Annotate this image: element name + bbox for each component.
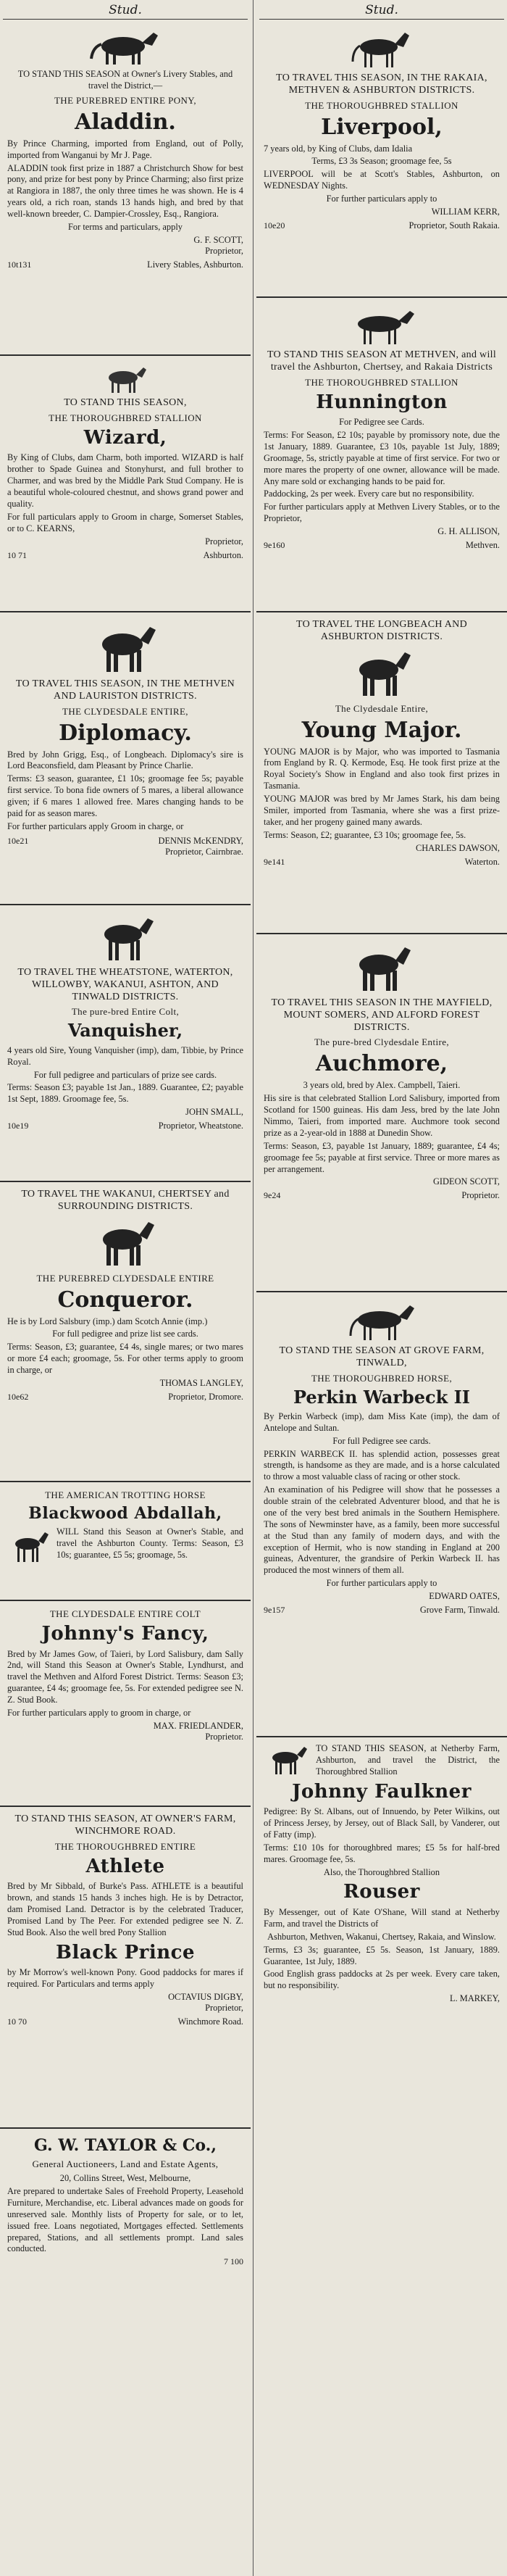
ad-body-paragraph: By King of Clubs, dam Charm, both imported. WIZARD is half brother to Spade Guinea and Stonyhurst, and full brother to Charmer, and was bred by the Middle Park Stud Company. He is a beautiful whole-coloured chestnut, and shows grand power and quality. bbox=[7, 452, 243, 509]
ad-body-paragraph: Terms: £3 season, guarantee, £1 10s; groomage fee 5s; payable first service. To bona fide owners of 5 mares, a liberal allowance given; if 6 mares 1 allowed free. Mares changing hands to be paid for as season mares. bbox=[7, 773, 243, 818]
ad-body-paragraph: PERKIN WARBECK II. has splendid action, possesses great strength, is handsome as they are made, and is a horse calculated to throw a most valuable class of racing or other stock. bbox=[264, 1448, 500, 1482]
ad-signer-role: Proprietor, bbox=[205, 245, 243, 256]
ad-body-paragraph: For further particulars apply at Methven Livery Stables, or to the Proprietor, bbox=[264, 502, 500, 524]
ad-horse-name: Conqueror. bbox=[57, 1287, 193, 1313]
ad-footer: Winchmore Road. bbox=[177, 2016, 243, 2027]
ad-young-major bbox=[256, 612, 507, 934]
ad-horse-name: Auchmore, bbox=[315, 1051, 448, 1077]
ad-body-paragraph: For full pedigree and particulars of prize see cards. bbox=[33, 1069, 217, 1080]
horse-illustration bbox=[264, 647, 500, 700]
ad-second-horse-name: Rouser bbox=[343, 1881, 420, 1903]
ad-reference-number: 9e24 bbox=[264, 1190, 281, 1201]
ad-signer: G. F. SCOTT, bbox=[193, 234, 243, 245]
ad-aladdin bbox=[0, 20, 251, 356]
horse-icon bbox=[342, 305, 422, 347]
ad-body-paragraph: For further particulars apply Groom in charge, or bbox=[7, 820, 184, 831]
horse-illustration bbox=[7, 363, 243, 395]
ad-breed: THE AMERICAN TROTTING HORSE bbox=[45, 1489, 206, 1500]
ad-body-paragraph: For further particulars apply to bbox=[326, 194, 437, 204]
ad-signer: OCTAVIUS DIGBY, bbox=[168, 1991, 243, 2002]
ad-body-paragraph: For further particulars apply to groom in charge, or bbox=[7, 1707, 191, 1718]
ad-signer: EDWARD OATES, bbox=[429, 1591, 500, 1602]
ad-business-description: General Auctioneers, Land and Estate Agents, bbox=[32, 2159, 219, 2170]
ad-horse-name: Blackwood Abdallah, bbox=[28, 1504, 222, 1523]
ad-horse-name: Hunnington bbox=[316, 391, 448, 413]
horse-illustration bbox=[264, 1743, 310, 1778]
ad-signer-role: Proprietor, South Rakaia. bbox=[408, 220, 500, 230]
ad-body-paragraph: For full pedigree and prize list see cards. bbox=[52, 1329, 198, 1339]
ad-signer: THOMAS LANGLEY, bbox=[159, 1377, 243, 1388]
ad-horse-name: Perkin Warbeck II bbox=[293, 1386, 471, 1408]
ad-body-paragraph: Terms: Season, £3; guarantee, £4 4s, single mares; or two mares or more £4 each; groomage, 5s. For other terms apply to groom in charge, or bbox=[7, 1342, 243, 1376]
ad-signer-role: Waterton. bbox=[464, 856, 500, 867]
column-divider bbox=[253, 0, 254, 2576]
ad-headline: TO TRAVEL THE LONGBEACH AND ASHBURTON DISTRICTS. bbox=[296, 619, 467, 642]
ad-reference-number: 9e141 bbox=[264, 856, 285, 867]
ad-reference-number: 10e20 bbox=[264, 220, 285, 230]
ad-body-paragraph: Terms: Season, £2; guarantee, £3 10s; groomage fee, 5s. bbox=[264, 829, 466, 840]
ad-body-paragraph: By Perkin Warbeck (imp), dam Miss Kate (imp), the dam of Antelope and Sultan. bbox=[264, 1410, 500, 1433]
ad-body-paragraph: Terms: £10 10s for thoroughbred mares; £5 5s for half-bred mares. Groomage fee, 5s. bbox=[264, 1842, 500, 1864]
ad-signer: L. MARKEY, bbox=[450, 1993, 500, 2004]
ad-horse-name: Liverpool, bbox=[321, 114, 443, 140]
ad-breed: THE PUREBRED CLYDESDALE ENTIRE bbox=[36, 1272, 214, 1284]
ad-body-paragraph: By Messenger, out of Kate O'Shane, Will stand at Netherby Farm, and travel the Districts of bbox=[264, 1907, 500, 1929]
ad-body-paragraph: For full particulars apply to Groom in charge, Somerset Stables, or to C. KEARNS, bbox=[7, 511, 243, 533]
ad-body-paragraph: Are prepared to undertake Sales of Freehold Property, Leasehold Furniture, Merchandise, etc. Liberal advances made on goods for unreserved sale. Monthly lists of Property for sale, or to let, issued free. Loans negotiated, Mortgages effected. Settlements prepared, Stations, and all settlements prompt. Land sales conducted. bbox=[7, 2186, 243, 2254]
ad-signer: Proprietor, bbox=[205, 536, 243, 547]
ad-breed: THE THOROUGHBRED STALLION bbox=[305, 99, 458, 111]
ad-body-paragraph: His sire is that celebrated Stallion Lord Salisbury, imported from Scotland for 1500 guineas. His dam Jess, bred by the late John Nimmo, Taieri, from imported mare. Auchmore took second prize as a 2-year-old in 1888 at Dunedin Show. bbox=[264, 1093, 500, 1138]
ad-body-paragraph: Good English grass paddocks at 2s per week. Every care taken, but no responsibility. bbox=[264, 1969, 500, 1991]
ad-body-paragraph: YOUNG MAJOR is by Major, who was imported to Tasmania from England by R. Q. Kermode, Esq. He took first prize at the Royal Society's Show in England and also took first prizes in Tasmania. bbox=[264, 746, 500, 792]
ad-body-paragraph: For full Pedigree see cards. bbox=[332, 1435, 431, 1446]
ad-breed: The Clydesdale Entire, bbox=[335, 702, 429, 714]
ad-reference-number: 10e19 bbox=[7, 1121, 29, 1131]
horse-icon bbox=[345, 27, 418, 70]
horse-illustration bbox=[264, 942, 500, 995]
ad-signer: DENNIS McKENDRY, bbox=[158, 835, 243, 846]
ad-headline: TO TRAVEL THIS SEASON IN THE MAYFIELD, MOUNT SOMERS, AND ALFORD FOREST DISTRICTS. bbox=[271, 997, 493, 1033]
ad-headline: TO TRAVEL THE WAKANUI, CHERTSEY and SURROUNDING DISTRICTS. bbox=[21, 1189, 230, 1212]
ad-headline: TO STAND THIS SEASON AT METHVEN, and will travel the Ashburton, Chertsey, and Rakaia Districts bbox=[267, 349, 497, 373]
ad-body-paragraph: For further particulars apply to bbox=[326, 1578, 437, 1589]
ad-reference-number: 10e21 bbox=[7, 835, 29, 846]
ad-body-paragraph: Terms: Season, £3, payable 1st January, 1889; guarantee, £4 4s; groomage fee 5s; payable at first service. Three or more mares as per arrangement. bbox=[264, 1140, 500, 1174]
ad-reference-number: 10 71 bbox=[7, 549, 27, 560]
ad-body-paragraph: 3 years old, bred by Alex. Campbell, Taieri. bbox=[303, 1080, 461, 1091]
draught-horse-icon bbox=[347, 647, 416, 700]
draught-horse-icon bbox=[89, 620, 162, 676]
ad-gw-taylor bbox=[0, 2129, 251, 2272]
ad-signer: MAX. FRIEDLANDER, bbox=[153, 1720, 243, 1731]
ad-headline: TO TRAVEL THIS SEASON, IN THE RAKAIA, METHVEN & ASHBURTON DISTRICTS. bbox=[276, 72, 487, 96]
ad-body-paragraph: Bred by Mr James Gow, of Taieri, by Lord Salisbury, dam Sally 2nd, will Stand this Season at Owner's Stable, Lyndhurst, and travel the Methven and Alford Forest District. Terms: Season £3; guarantee, £4 4s; groomage fee, 5s. For extended pedigree see N. Z. Stud Book. bbox=[7, 1648, 243, 1705]
ad-breed: THE THOROUGHBRED STALLION bbox=[305, 376, 458, 388]
ad-horse-name: Johnny's Fancy, bbox=[41, 1623, 209, 1645]
running-head-right: Stud. bbox=[259, 0, 504, 20]
horse-icon bbox=[264, 1743, 310, 1778]
ad-breed: THE CLYDESDALE ENTIRE, bbox=[62, 705, 188, 717]
trotting-horse-icon bbox=[7, 1528, 51, 1566]
ad-horse-name: Diplomacy. bbox=[59, 720, 192, 746]
ad-body-paragraph: For terms and particulars, apply bbox=[68, 221, 183, 232]
ad-breed: The pure-bred Entire Colt, bbox=[71, 1006, 180, 1018]
ad-horse-name: Johnny Faulkner bbox=[292, 1780, 472, 1803]
ad-blackwood-abdallah bbox=[0, 1482, 251, 1601]
ad-breed: THE THOROUGHBRED HORSE, bbox=[311, 1372, 453, 1384]
horse-icon bbox=[100, 363, 151, 395]
running-head-left: Stud. bbox=[3, 0, 248, 20]
ad-reference-number: 10 70 bbox=[7, 2016, 27, 2027]
ad-body-paragraph: YOUNG MAJOR was bred by Mr James Stark, his dam being Smiler, imported from Tasmania, where she was a first prize-taker, and her progeny gained many awards. bbox=[264, 794, 500, 827]
horse-illustration bbox=[264, 1300, 500, 1343]
ad-body-paragraph: Terms, £3 3s; guarantee, £5 5s. Season, 1st January, 1889. Guarantee, 1st July, 1889. bbox=[264, 1944, 500, 1966]
ad-perkin-warbeck bbox=[256, 1292, 507, 1737]
ad-signer-role: Proprietor, Dromore. bbox=[168, 1391, 243, 1402]
draught-horse-icon bbox=[93, 913, 158, 965]
horse-icon bbox=[342, 1300, 422, 1343]
ad-breed: THE CLYDESDALE ENTIRE COLT bbox=[49, 1608, 201, 1619]
ad-wizard bbox=[0, 356, 251, 612]
ad-signer: G. H. ALLISON, bbox=[437, 526, 500, 537]
horse-illustration bbox=[7, 620, 243, 676]
ad-body-paragraph: 7 years old, by King of Clubs, dam Idalia bbox=[264, 143, 413, 154]
ad-headline: TO TRAVEL THE WHEATSTONE, WATERTON, WILLOWBY, WAKANUI, ASHTON, AND TINWALD DISTRICTS. bbox=[17, 967, 233, 1002]
ad-breed: The pure-bred Clydesdale Entire, bbox=[314, 1036, 450, 1048]
ad-horse-name: Athlete bbox=[85, 1855, 165, 1877]
ad-johnny-faulkner bbox=[256, 1737, 507, 2008]
ad-signer-role: Methven. bbox=[465, 540, 500, 551]
ad-signer-role: Proprietor. bbox=[205, 1731, 243, 1742]
ad-horse-name: Aladdin. bbox=[75, 109, 176, 135]
ad-reference-number: 7 100 bbox=[224, 2256, 243, 2267]
ad-horse-name: Vanquisher, bbox=[67, 1020, 183, 1042]
ad-reference-number: 10e62 bbox=[7, 1391, 29, 1402]
ad-signer-role: Proprietor, Wheatstone. bbox=[158, 1121, 243, 1131]
horse-illustration bbox=[7, 1528, 51, 1566]
horse-illustration bbox=[264, 305, 500, 347]
ad-headline: TO STAND THIS SEASON at Owner's Livery Stables, and travel the District,— bbox=[17, 69, 233, 91]
ad-liverpool bbox=[256, 20, 507, 298]
ad-footer: Ashburton. bbox=[203, 549, 243, 560]
ad-body-paragraph: WILL Stand this Season at Owner's Stable, and travel the Ashburton County. Terms: Season, £3 10s; guarantee, £5 5s; groomage, 5s. bbox=[56, 1526, 243, 1560]
ad-body-paragraph: 4 years old Sire, Young Vanquisher (imp), dam, Tibbie, by Prince Royal. bbox=[7, 1044, 243, 1067]
ad-body-paragraph: Also, the Thoroughbred Stallion bbox=[323, 1866, 440, 1877]
ad-headline: TO STAND THE SEASON AT GROVE FARM, TINWALD, bbox=[279, 1345, 485, 1368]
ad-second-horse-name: Black Prince bbox=[56, 1941, 195, 1964]
ad-headline: TO STAND THIS SEASON, AT OWNER'S FARM, WINCHMORE ROAD. bbox=[14, 1813, 236, 1837]
ad-signer: CHARLES DAWSON, bbox=[415, 842, 500, 853]
ad-body-paragraph: LIVERPOOL will be at Scott's Stables, Ashburton, on WEDNESDAY Nights. bbox=[264, 169, 500, 191]
ad-signer: GIDEON SCOTT, bbox=[432, 1176, 500, 1187]
ad-hunnington bbox=[256, 298, 507, 612]
ad-body-paragraph: Terms: Season £3; payable 1st Jan., 1889. Guarantee, £2; payable 1st Sept, 1889. Groomage fee, 5s. bbox=[7, 1082, 243, 1105]
ad-athlete bbox=[0, 1807, 251, 2129]
ad-signer-role: Proprietor, bbox=[205, 2002, 243, 2013]
ad-signer: WILLIAM KERR, bbox=[431, 206, 500, 217]
ad-breed: THE THOROUGHBRED ENTIRE bbox=[54, 1840, 196, 1852]
ad-breed: THE THOROUGHBRED STALLION bbox=[49, 412, 202, 423]
ad-horse-name: Young Major. bbox=[301, 717, 462, 743]
ad-footer: Livery Stables, Ashburton. bbox=[147, 259, 243, 270]
ad-signer-role: Proprietor, Cairnbrae. bbox=[165, 846, 243, 857]
ad-body-paragraph: Terms, £3 3s Season; groomage fee, 5s bbox=[311, 156, 452, 167]
draught-horse-icon bbox=[91, 1216, 160, 1270]
left-column bbox=[0, 0, 251, 2576]
ad-body-paragraph: An examination of his Pedigree will show that he possesses a double strain of the celebrated Adventurer blood, and that he is one of the very best bred animals in the Southern Hemisphere. The sons of Newminster have, as a family, been more successful at the Stud than any family of modern days, and with the exception of Hermit, who is now standing in England at 200 guineas, Adventurer, the grandsire of Perkin Warbeck II. has produced the most winners of them all. bbox=[264, 1484, 500, 1576]
ad-body-paragraph: Bred by Mr Sibbald, of Burke's Pass. ATHLETE is a beautiful brown, and stands 15 hands 3 inches high. He is by Detractor, dam Promised Land. Detractor is by the celebrated Traducer, Promised Land by The Peer. For extended pedigree see N. Z. Stud Book. Also the well bred Pony Stallion bbox=[7, 1881, 243, 1937]
ad-vanquisher bbox=[0, 905, 251, 1182]
ad-conqueror bbox=[0, 1182, 251, 1482]
ad-signer: JOHN SMALL, bbox=[185, 1107, 243, 1118]
pony-icon bbox=[85, 27, 165, 67]
ad-johnnys-fancy bbox=[0, 1601, 251, 1807]
ad-body-paragraph: Paddocking, 2s per week. Every care but no responsibility. bbox=[264, 489, 474, 499]
draught-horse-icon bbox=[347, 942, 416, 995]
ad-body-paragraph: Terms: For Season, £2 10s; payable by promissory note, due the 1st January, 1889. Guarantee, £3 10s, payable 1st July, 1889; Groomage, 5s, strictly payable at time of first service. For two or more mares the property of one owner, allowance will be made. Any mare sold or exchanging hands to be paid for. bbox=[264, 430, 500, 486]
horse-illustration bbox=[7, 27, 243, 67]
ad-reference-number: 10t131 bbox=[7, 259, 32, 270]
ad-body-paragraph: Bred by John Grigg, Esq., of Longbeach. Diplomacy's sire is Lord Beaconsfield, dam Pleasant by Prince Charlie. bbox=[7, 749, 243, 771]
right-column bbox=[256, 0, 507, 2576]
horse-illustration bbox=[264, 27, 500, 70]
ad-headline: TO TRAVEL THIS SEASON, IN THE METHVEN AND LAURISTON DISTRICTS. bbox=[15, 678, 235, 702]
ad-breed: THE PUREBRED ENTIRE PONY, bbox=[54, 94, 197, 106]
ad-horse-name: Wizard, bbox=[83, 426, 167, 449]
ad-auchmore bbox=[256, 934, 507, 1292]
ad-body-paragraph: Pedigree: By St. Albans, out of Innuendo, by Peter Wilkins, out of Princess Jersey, by Jersey, out of Black Sall, by Vanderer, out of Fatty (imp). bbox=[264, 1806, 500, 1840]
ad-body-paragraph: For Pedigree see Cards. bbox=[339, 417, 424, 428]
horse-illustration bbox=[7, 913, 243, 965]
ad-reference-number: 9e157 bbox=[264, 1605, 285, 1616]
ad-headline: TO STAND THIS SEASON, bbox=[64, 397, 187, 408]
ad-body-paragraph: ALADDIN took first prize in 1887 a Christchurch Show for best pony, and prize for best pony by Prince Charming; also first prize at Rangiora in 1887, the only three times he was shown. He is 4 years old, a rich roan, stands 13 hands high, and bred by that well-known breeder, C. Dampier-Crossley, Esq., Rangiora. bbox=[7, 162, 243, 219]
ad-signer-role: Grove Farm, Tinwald. bbox=[419, 1605, 500, 1616]
ad-diplomacy bbox=[0, 612, 251, 905]
ad-reference-number: 9e160 bbox=[264, 540, 285, 551]
ad-signer-role: Proprietor. bbox=[461, 1190, 500, 1201]
ad-body-paragraph: By Prince Charming, imported from England, out of Polly, imported from Wanganui by Mr J. Page. bbox=[7, 138, 243, 160]
ad-headline: TO STAND THIS SEASON, at Netherby Farm, Ashburton, and travel the District, the Thoroughbred Stallion bbox=[316, 1743, 500, 1777]
horse-illustration bbox=[7, 1216, 243, 1270]
ad-body-paragraph: by Mr Morrow's well-known Pony. Good paddocks for mares if required. For Particulars and terms apply bbox=[7, 1967, 243, 1990]
ad-body-paragraph: He is by Lord Salsbury (imp.) dam Scotch Annie (imp.) bbox=[7, 1316, 208, 1326]
ad-body-paragraph: 20, Collins Street, West, Melbourne, bbox=[59, 2173, 191, 2184]
ad-business-name: G. W. TAYLOR & Co., bbox=[34, 2136, 217, 2155]
ad-body-paragraph: Ashburton, Methven, Wakanui, Chertsey, Rakaia, and Winslow. bbox=[267, 1931, 496, 1942]
